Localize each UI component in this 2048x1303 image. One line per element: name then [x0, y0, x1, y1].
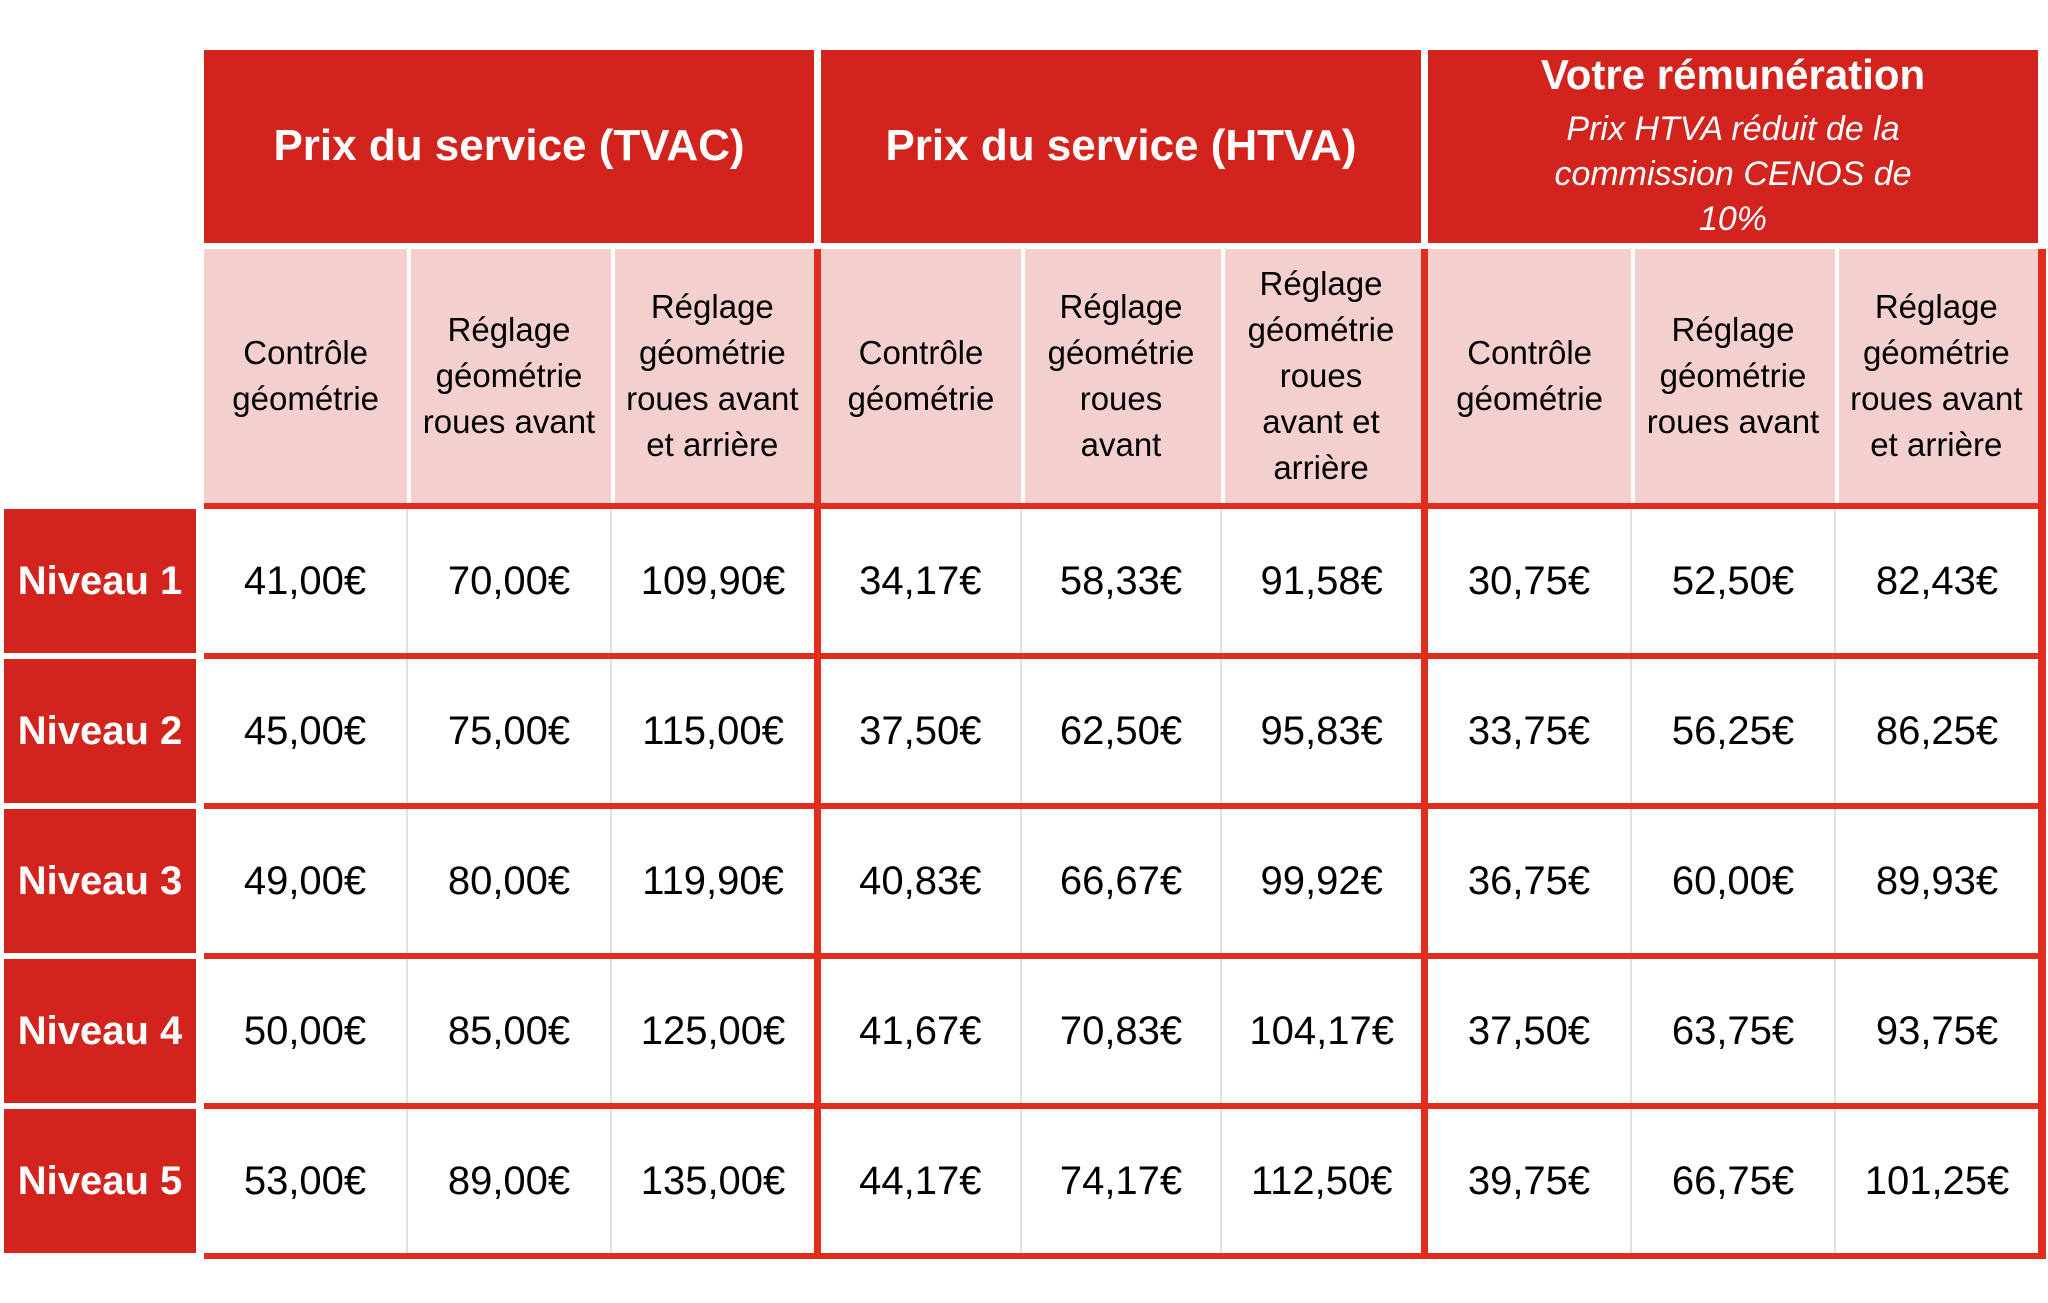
price-cell-htva-reglage-avant: 62,50€	[1020, 659, 1221, 803]
price-cell-tvac-reglage-avant-arriere: 135,00€	[610, 1109, 814, 1253]
col-header-remu-controle: Contrôle géométrie	[1428, 249, 1631, 503]
price-cell-remu-reglage-avant-arriere: 89,93€	[1834, 809, 2038, 953]
price-cell-htva-controle: 40,83€	[821, 809, 1020, 953]
row-label-niveau-3: Niveau 3	[4, 809, 196, 953]
price-cell-remu-reglage-avant: 63,75€	[1630, 959, 1834, 1103]
table-row-niveau-5	[4, 1109, 2046, 1253]
group-header-remuneration	[1428, 50, 2038, 243]
row-label-niveau-5: Niveau 5	[4, 1109, 196, 1253]
row-label-niveau-2: Niveau 2	[4, 659, 196, 803]
price-cell-htva-reglage-avant-arriere: 104,17€	[1220, 959, 1421, 1103]
price-cell-htva-reglage-avant-arriere: 99,92€	[1220, 809, 1421, 953]
table-row-niveau-2	[4, 659, 2046, 803]
group-header-row	[4, 50, 2046, 243]
price-cell-tvac-reglage-avant-arriere: 115,00€	[610, 659, 814, 803]
price-cell-tvac-reglage-avant: 70,00€	[406, 509, 610, 653]
subheaders-htva	[821, 249, 1421, 503]
col-header-htva-controle: Contrôle géométrie	[821, 249, 1021, 503]
column-header-row	[4, 249, 2046, 503]
price-cell-tvac-controle: 50,00€	[204, 959, 406, 1103]
price-cell-tvac-reglage-avant: 75,00€	[406, 659, 610, 803]
price-cell-remu-controle: 33,75€	[1428, 659, 1630, 803]
group-header-tvac	[204, 50, 814, 243]
vertical-divider	[1421, 249, 1428, 503]
row-label-niveau-4: Niveau 4	[4, 959, 196, 1103]
price-cell-tvac-reglage-avant-arriere: 119,90€	[610, 809, 814, 953]
price-cell-tvac-reglage-avant: 80,00€	[406, 809, 610, 953]
col-header-htva-reglage-avant: Réglage géométrie roues avant	[1021, 249, 1221, 503]
price-cell-remu-reglage-avant: 66,75€	[1630, 1109, 1834, 1253]
group-title-remuneration: Votre rémunération	[1540, 51, 1926, 99]
vertical-divider	[814, 50, 821, 243]
price-cell-htva-reglage-avant: 66,67€	[1020, 809, 1221, 953]
price-cell-remu-controle: 30,75€	[1428, 509, 1630, 653]
price-cell-remu-reglage-avant-arriere: 82,43€	[1834, 509, 2038, 653]
label-gap	[196, 50, 204, 243]
vertical-divider	[814, 249, 821, 503]
right-spacer	[2038, 50, 2046, 243]
row-label-niveau-1: Niveau 1	[4, 509, 196, 653]
pricing-table	[4, 50, 2046, 1259]
price-cell-htva-reglage-avant-arriere: 91,58€	[1220, 509, 1421, 653]
price-cell-remu-reglage-avant: 60,00€	[1630, 809, 1834, 953]
price-cell-tvac-reglage-avant-arriere: 109,90€	[610, 509, 814, 653]
vertical-divider	[1421, 50, 1428, 243]
group-header-remuneration-cell	[1428, 50, 2038, 243]
col-header-remu-reglage-avant-arriere: Réglage géométrie roues avant et arrière	[1835, 249, 2038, 503]
price-cell-htva-reglage-avant-arriere: 95,83€	[1220, 659, 1421, 803]
price-cell-htva-controle: 44,17€	[821, 1109, 1020, 1253]
price-cell-tvac-reglage-avant-arriere: 125,00€	[610, 959, 814, 1103]
table-bottom-border	[4, 1253, 2046, 1259]
group-title-htva: Prix du service (HTVA)	[885, 121, 1357, 171]
price-cell-remu-reglage-avant-arriere: 86,25€	[1834, 659, 2038, 803]
col-header-remu-reglage-avant: Réglage géométrie roues avant	[1631, 249, 1834, 503]
table-row-niveau-1	[4, 509, 2046, 653]
price-cell-remu-controle: 36,75€	[1428, 809, 1630, 953]
col-header-tvac-reglage-avant: Réglage géométrie roues avant	[407, 249, 610, 503]
table-row-niveau-3	[4, 809, 2046, 953]
price-cell-htva-reglage-avant: 74,17€	[1020, 1109, 1221, 1253]
price-cell-remu-reglage-avant-arriere: 101,25€	[1834, 1109, 2038, 1253]
corner-spacer	[4, 249, 196, 503]
price-cell-htva-reglage-avant: 58,33€	[1020, 509, 1221, 653]
label-gap	[196, 249, 204, 503]
col-header-tvac-controle: Contrôle géométrie	[204, 249, 407, 503]
group-header-htva	[821, 50, 1421, 243]
price-cell-remu-reglage-avant: 56,25€	[1630, 659, 1834, 803]
group-header-tvac-cell	[204, 50, 814, 243]
subheaders-remuneration	[1428, 249, 2038, 503]
price-cell-remu-controle: 39,75€	[1428, 1109, 1630, 1253]
price-cell-tvac-controle: 49,00€	[204, 809, 406, 953]
price-cell-remu-controle: 37,50€	[1428, 959, 1630, 1103]
price-cell-tvac-controle: 53,00€	[204, 1109, 406, 1253]
subheaders-tvac	[204, 249, 814, 503]
price-cell-tvac-controle: 45,00€	[204, 659, 406, 803]
price-cell-htva-reglage-avant-arriere: 112,50€	[1220, 1109, 1421, 1253]
corner-spacer	[4, 50, 196, 243]
price-cell-tvac-reglage-avant: 89,00€	[406, 1109, 610, 1253]
price-cell-htva-controle: 34,17€	[821, 509, 1020, 653]
right-border	[2038, 249, 2046, 503]
price-cell-remu-reglage-avant: 52,50€	[1630, 509, 1834, 653]
group-header-htva-cell	[821, 50, 1421, 243]
price-cell-htva-reglage-avant: 70,83€	[1020, 959, 1221, 1103]
table-row-niveau-4	[4, 959, 2046, 1103]
price-cell-htva-controle: 41,67€	[821, 959, 1020, 1103]
price-cell-tvac-reglage-avant: 85,00€	[406, 959, 610, 1103]
col-header-htva-reglage-avant-arriere: Réglage géométrie roues avant et arrière	[1221, 249, 1421, 503]
price-cell-remu-reglage-avant-arriere: 93,75€	[1834, 959, 2038, 1103]
group-title-tvac: Prix du service (TVAC)	[273, 121, 745, 171]
price-cell-tvac-controle: 41,00€	[204, 509, 406, 653]
col-header-tvac-reglage-avant-arriere: Réglage géométrie roues avant et arrière	[611, 249, 814, 503]
price-cell-htva-controle: 37,50€	[821, 659, 1020, 803]
group-subtitle-remuneration: Prix HTVA réduit de la commission CENOS de 10%	[1554, 110, 1912, 239]
